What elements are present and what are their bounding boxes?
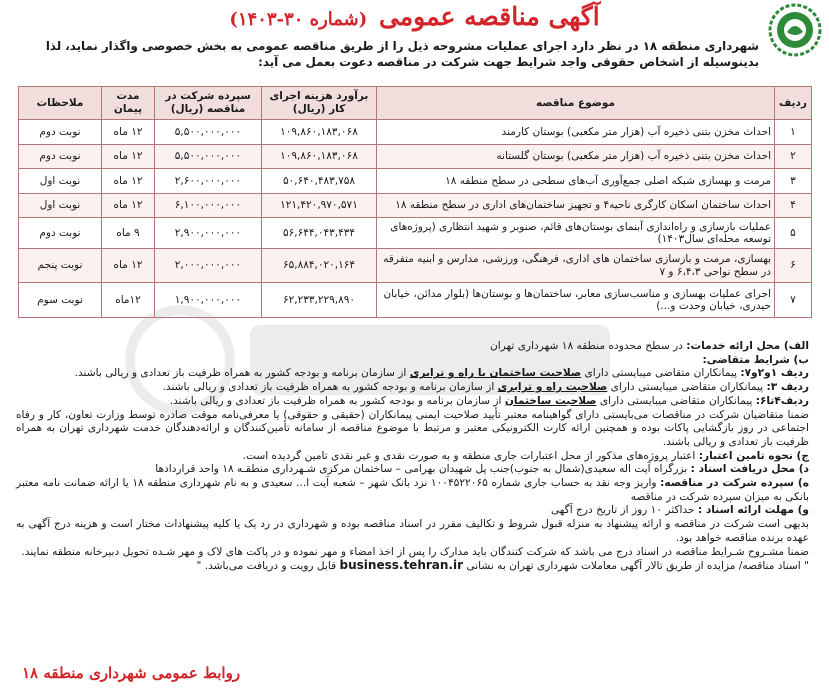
section-d-text: بزرگراه آیت اله سعیدی(شمال به جنوب)جنب پل شهیدان بهرامی – ساختمان مرکزی شـهرداری منطقـه ۱۸ واحد قراردادها (155, 463, 691, 476)
section-d (16, 463, 809, 477)
cell-deposit: ۶,۱۰۰,۰۰۰,۰۰۰ (155, 194, 262, 218)
cell-row-number: ۶ (775, 249, 812, 283)
cell-duration: ۹ ماه (102, 218, 155, 249)
cell-estimate: ۱۰۹,۸۶۰,۱۸۳,۰۶۸ (262, 120, 377, 145)
cell-duration: ۱۲ ماه (102, 145, 155, 169)
cell-deposit: ۱,۹۰۰,۰۰۰,۰۰۰ (155, 283, 262, 318)
cell-duration: ۱۲ ماه (102, 194, 155, 218)
header-notes: ملاحظات (19, 87, 102, 120)
intro-paragraph (20, 38, 759, 70)
cell-notes: نوبت اول (19, 194, 102, 218)
table-row (19, 120, 812, 145)
footer-signature: روابط عمومی شهرداری منطقه ۱۸ (22, 664, 241, 682)
cell-estimate: ۵۶,۶۴۴,۰۴۳,۴۳۴ (262, 218, 377, 249)
cell-deposit: ۵,۵۰۰,۰۰۰,۰۰۰ (155, 120, 262, 145)
cell-row-number: ۷ (775, 283, 812, 318)
header-subject: موضوع مناقصه (377, 87, 775, 120)
b1-text: پیمانکاران متقاضی میبایستی دارای (581, 367, 741, 380)
section-b3 (16, 395, 809, 409)
section-e (16, 477, 809, 504)
cell-row-number: ۲ (775, 145, 812, 169)
table-row (19, 145, 812, 169)
title-main: آگهی مناقصه عمومی (378, 2, 600, 31)
ad-body (16, 340, 809, 574)
table-row (19, 194, 812, 218)
cell-deposit: ۵,۵۰۰,۰۰۰,۰۰۰ (155, 145, 262, 169)
municipality-logo-icon (767, 2, 823, 58)
ad-title (90, 2, 739, 35)
table-row (19, 283, 812, 318)
b1-tail: از سازمان برنامه و بودجه کشور به همراه ظرفیت باز تعدادی و ریالی باشند. (74, 367, 410, 380)
cell-estimate: ۶۲,۲۳۳,۲۲۹,۸۹۰ (262, 283, 377, 318)
cell-subject: مرمت و بهسازی شبکه اصلی جمع‌آوری آب‌های سطحی در سطح منطقه ۱۸ (377, 169, 775, 194)
cell-duration: ۱۲ ماه (102, 169, 155, 194)
intro-text: در نظر دارد اجرای عملیات مشروحه ذیل را از طریق مناقصه عمومی به بخش خصوصی واگذار نماید، لذا بدینوسیله از اشخاص حقوقی واجد شرایط جهت شرکت در مناقصه دعوت بعمل می آید: (45, 39, 759, 69)
website-text-b: قابل رویت و دریافت می‌باشد. " (196, 560, 340, 573)
cell-estimate: ۱۲۱,۴۲۰,۹۷۰,۵۷۱ (262, 194, 377, 218)
section-a (16, 340, 809, 354)
b2-lead: ردیف ۳: (766, 381, 809, 394)
b3-lead: ردیف۴تا۶: (755, 394, 809, 407)
cell-duration: ۱۲ ماه (102, 120, 155, 145)
section-b2 (16, 381, 809, 395)
paragraph-terms: بدیهی است شرکت در مناقصه و ارائه پیشنهاد به منزله قبول شروط و تکالیف مقرر در اسناد مناقصه بوده و شهرداری در رد یک یا کلیه پیشنهادات مختار است و هزینه درج آگهی به عهده برنده مناقصه خواهد بود. (16, 518, 809, 544)
table-header-row (19, 87, 812, 120)
cell-deposit: ۲,۰۰۰,۰۰۰,۰۰۰ (155, 249, 262, 283)
section-b4: ضمنا متقاضیان شرکت در مناقصات می‌بایستی دارای گواهینامه معتبر تأیید صلاحیت ایمنی پیمانکاران (حقیقی و حقوقی) یا معرفی‌نامه موقت صادره توسط وزارت تعاون، کار و رفاه اجتماعی در روز بازگشایی پاکات بوده و همچنین ارائه کارت الکترونیکی معتبر و مرتبط با موضوع مناقصه از سامانه تأمین‌کنندگان و ارائه‌دهندگان خدمت شهرداری تهران به همراه ظرفیت باز تعدادی و ریالی باشند. (16, 408, 809, 448)
header-deposit: سپرده شرکت در مناقصه (ریال) (155, 87, 262, 120)
cell-subject: احداث ساختمان اسکان کارگری ناحیه۴ و تجهیز ساختمان‌های اداری در سطح منطقه ۱۸ (377, 194, 775, 218)
website-link[interactable]: business.tehran.ir (339, 558, 464, 573)
cell-notes: نوبت دوم (19, 145, 102, 169)
section-c-label: ج) نحوه تامین اعتبار: (698, 449, 809, 462)
cell-row-number: ۱ (775, 120, 812, 145)
cell-subject: بهسازی، مرمت و بازسازی ساختمان های اداری، فرهنگی، ورزشی، مدارس و ابنیه متفرقه در سطح نواحی ۶،۴،۳ و ۷ (377, 249, 775, 283)
cell-notes: نوبت سوم (19, 283, 102, 318)
header-estimate: برآورد هزینه اجرای کار (ریال) (262, 87, 377, 120)
website-text-a: " اسناد مناقصه/ مزایده از طریق تالار آگهی معاملات شهرداری تهران به نشانی (463, 560, 809, 573)
section-a-label: الف) محل ارائه خدمات: (686, 340, 809, 352)
b1-qualification: صلاحیت ساختمان یا راه و ترابری (409, 367, 582, 380)
cell-notes: نوبت پنجم (19, 249, 102, 283)
header-duration: مدت پیمان (102, 87, 155, 120)
cell-deposit: ۲,۹۰۰,۰۰۰,۰۰۰ (155, 218, 262, 249)
b2-tail: از سازمان برنامه و بودجه کشور به همراه ظرفیت باز تعدادی و ریالی باشند. (162, 381, 498, 394)
b3-text: پیمانکاران متقاضی میبایستی دارای (596, 394, 756, 407)
cell-row-number: ۳ (775, 169, 812, 194)
section-d-label: د) محل دریافت اسناد : (690, 463, 809, 476)
table-row (19, 218, 812, 249)
section-f (16, 504, 809, 518)
section-e-label: ه) سپرده شرکت در مناقصه: (660, 477, 810, 490)
b1-lead: ردیف ۱و۲و۷: (740, 367, 809, 380)
cell-notes: نوبت دوم (19, 218, 102, 249)
section-b1 (16, 367, 809, 381)
cell-subject: عملیات بازسازی و راه‌اندازی آبنمای بوستان‌های قائم، صنوبر و شهید انتظاری (پروژه‌های توسعه محله‌ای سال۱۴۰۳) (377, 218, 775, 249)
cell-duration: ۱۲ ماه (102, 249, 155, 283)
table-row (19, 249, 812, 283)
cell-deposit: ۲,۶۰۰,۰۰۰,۰۰۰ (155, 169, 262, 194)
section-c-text: اعتبار پروژه‌های مذکور از محل اعتبارات جاری منطقه و به صورت نقدی و غیر نقدی تامین گردیده است. (242, 449, 699, 462)
section-e-text: واریز وجه نقد به حساب جاری شماره ۱۰۰۴۵۲۲۰۶۵ نزد بانک شهر – شعبه آیت ا... سعیدی و به نام شهرداری منطقه ۱۸ یا ارائه ضمانت نامه معتبر بانکی به میزان سپرده شرکت در مناقصه (16, 477, 809, 503)
b3-qualification: صلاحیت ساختمان (504, 394, 597, 407)
paragraph-submission: ضمنا مشـروح شـرایط مناقصه در اسناد درج می باشد که شرکت کنندگان باید مدارک را پس از اخذ امضاء و مهر نموده و در پاکت های لاک و مهر شـده تحویل دبیرخانه منطقه نمایند. (21, 545, 809, 558)
cell-estimate: ۶۵,۸۸۴,۰۲۰,۱۶۴ (262, 249, 377, 283)
cell-row-number: ۵ (775, 218, 812, 249)
b2-text: پیمانکاران متقاضی میبایستی دارای (607, 381, 767, 394)
cell-subject: احداث مخزن بتنی ذخیره آب (هزار متر مکعبی) بوستان گلستانه (377, 145, 775, 169)
section-f-label: و) مهلت ارائه اسناد : (697, 504, 809, 517)
table-row (19, 169, 812, 194)
paragraph-website (16, 559, 809, 574)
title-number: (شماره ۳۰-۱۴۰۳) (229, 9, 368, 30)
cell-duration: ۱۲ماه (102, 283, 155, 318)
cell-subject: احداث مخزن بتنی ذخیره آب (هزار متر مکعبی) بوستان کارمند (377, 120, 775, 145)
b3-tail: از سازمان برنامه و بودجه کشور به همراه ظرفیت باز تعدادی و ریالی باشند. (169, 394, 505, 407)
cell-estimate: ۱۰۹,۸۶۰,۱۸۳,۰۶۸ (262, 145, 377, 169)
section-b-label: ب) شرایط متقاضی: (702, 353, 809, 366)
cell-notes: نوبت اول (19, 169, 102, 194)
header-row-number: ردیف (775, 87, 812, 120)
section-b (16, 354, 809, 368)
cell-notes: نوبت دوم (19, 120, 102, 145)
cell-row-number: ۴ (775, 194, 812, 218)
cell-estimate: ۵۰,۶۴۰,۴۸۳,۷۵۸ (262, 169, 377, 194)
intro-lead: شهرداری منطقه ۱۸ (642, 39, 759, 53)
cell-subject: اجرای عملیات بهسازی و مناسب‌سازی معابر، ساختمان‌ها و بوستان‌ها (بلوار مدائن، خیابان حیدری، خیابان وحدت و...) (377, 283, 775, 318)
section-f-text: حداکثر ۱۰ روز از تاریخ درج آگهی (550, 504, 698, 517)
b2-qualification: صلاحیت راه و ترابری (497, 381, 608, 394)
section-a-text: در سطح محدوده منطقه ۱۸ شهرداری تهران (489, 340, 687, 352)
section-c (16, 450, 809, 464)
tender-table (18, 86, 812, 318)
